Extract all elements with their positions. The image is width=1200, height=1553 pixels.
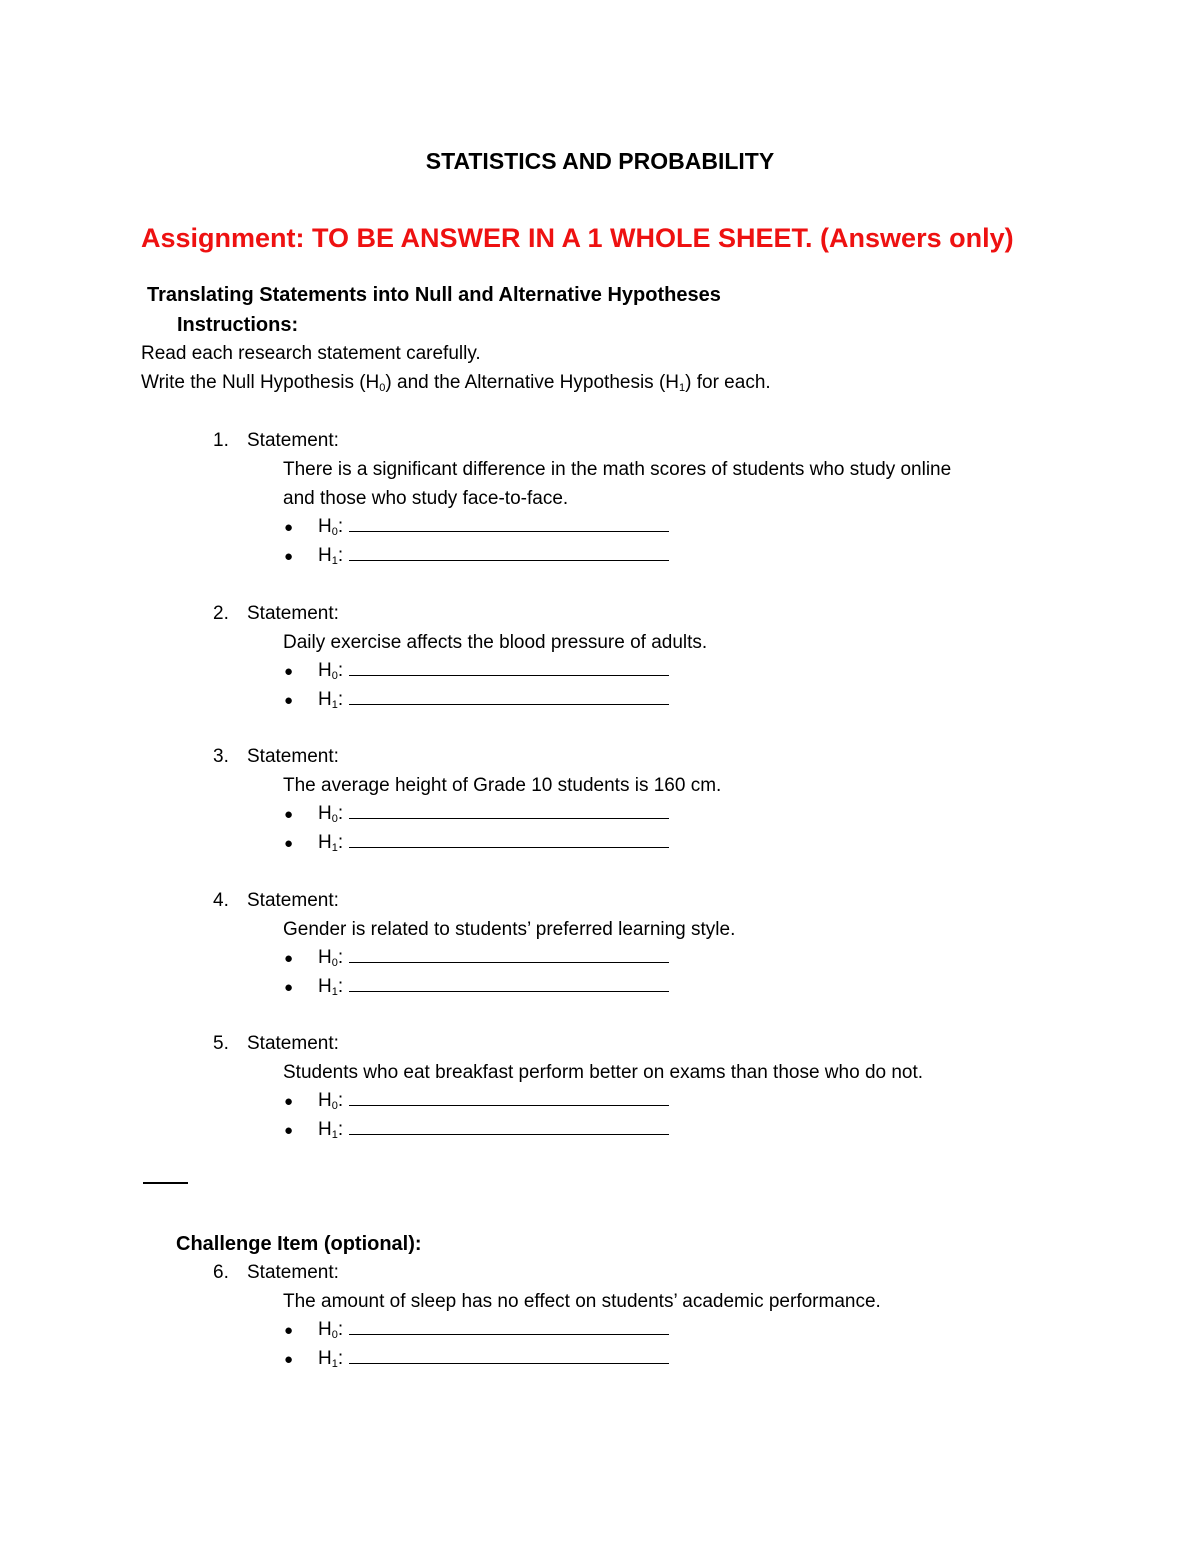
bullet-icon: ● bbox=[284, 950, 294, 967]
h1-answer-line: $H_1$: bbox=[318, 976, 669, 998]
h1-answer-line: $H_1$: bbox=[318, 832, 669, 854]
h1-answer-line: $H_1$: bbox=[318, 1119, 669, 1141]
bullet-icon: ● bbox=[284, 1322, 294, 1339]
item-number: 1. bbox=[213, 430, 229, 451]
h0-answer-line: $H_0$: bbox=[318, 947, 669, 969]
statement-label: Statement: bbox=[247, 746, 339, 767]
item-number: 2. bbox=[213, 603, 229, 624]
h1-answer-line: $H_1$: bbox=[318, 1348, 669, 1370]
h0-answer-line: $H_0$: bbox=[318, 660, 669, 682]
h0-answer-line: $H_0$: bbox=[318, 803, 669, 825]
bullet-icon: ● bbox=[284, 692, 294, 709]
statement-text: The amount of sleep has no effect on students’ academic performance. bbox=[283, 1291, 881, 1312]
statement-label: Statement: bbox=[247, 603, 339, 624]
item-number: 3. bbox=[213, 746, 229, 767]
statement-label: Statement: bbox=[247, 890, 339, 911]
item-number: 4. bbox=[213, 890, 229, 911]
statement-text: Gender is related to students’ preferred learning style. bbox=[283, 919, 736, 940]
section-divider bbox=[143, 1182, 188, 1184]
h0-answer-line: $H_0$: bbox=[318, 516, 669, 538]
bullet-icon: ● bbox=[284, 1122, 294, 1139]
instruction-line-2: Write the Null Hypothesis $(H_0)$ and the Alternative Hypothesis $(H_1)$ for each. bbox=[141, 372, 771, 394]
statement-text: Daily exercise affects the blood pressure of adults. bbox=[283, 632, 708, 653]
instruction-line-1: Read each research statement carefully. bbox=[141, 343, 481, 364]
item-number: 5. bbox=[213, 1033, 229, 1054]
bullet-icon: ● bbox=[284, 1351, 294, 1368]
item-number: 6. bbox=[213, 1262, 229, 1283]
challenge-heading: Challenge Item (optional): bbox=[176, 1233, 422, 1255]
bullet-icon: ● bbox=[284, 806, 294, 823]
h0-answer-line: $H_0$: bbox=[318, 1090, 669, 1112]
page-title: STATISTICS AND PROBABILITY bbox=[425, 148, 775, 174]
section-subheading: Translating Statements into Null and Alternative Hypotheses bbox=[147, 284, 721, 306]
statement-label: Statement: bbox=[247, 430, 339, 451]
statement-label: Statement: bbox=[247, 1262, 339, 1283]
assignment-heading: Assignment: TO BE ANSWER IN A 1 WHOLE SHEET. (Answers only) bbox=[141, 223, 1014, 253]
h1-answer-line: $H_1$: bbox=[318, 689, 669, 711]
bullet-icon: ● bbox=[284, 835, 294, 852]
bullet-icon: ● bbox=[284, 1093, 294, 1110]
statement-label: Statement: bbox=[247, 1033, 339, 1054]
h0-answer-line: $H_0$: bbox=[318, 1319, 669, 1341]
bullet-icon: ● bbox=[284, 979, 294, 996]
instructions-heading: Instructions: bbox=[177, 314, 299, 336]
bullet-icon: ● bbox=[284, 548, 294, 565]
statement-text: and those who study face-to-face. bbox=[283, 488, 569, 509]
statement-text: There is a significant difference in the math scores of students who study online bbox=[283, 459, 952, 480]
statement-text: The average height of Grade 10 students is 160 cm. bbox=[283, 775, 722, 796]
statement-text: Students who eat breakfast perform better on exams than those who do not. bbox=[283, 1062, 924, 1083]
h1-answer-line: $H_1$: bbox=[318, 545, 669, 567]
bullet-icon: ● bbox=[284, 663, 294, 680]
bullet-icon: ● bbox=[284, 519, 294, 536]
